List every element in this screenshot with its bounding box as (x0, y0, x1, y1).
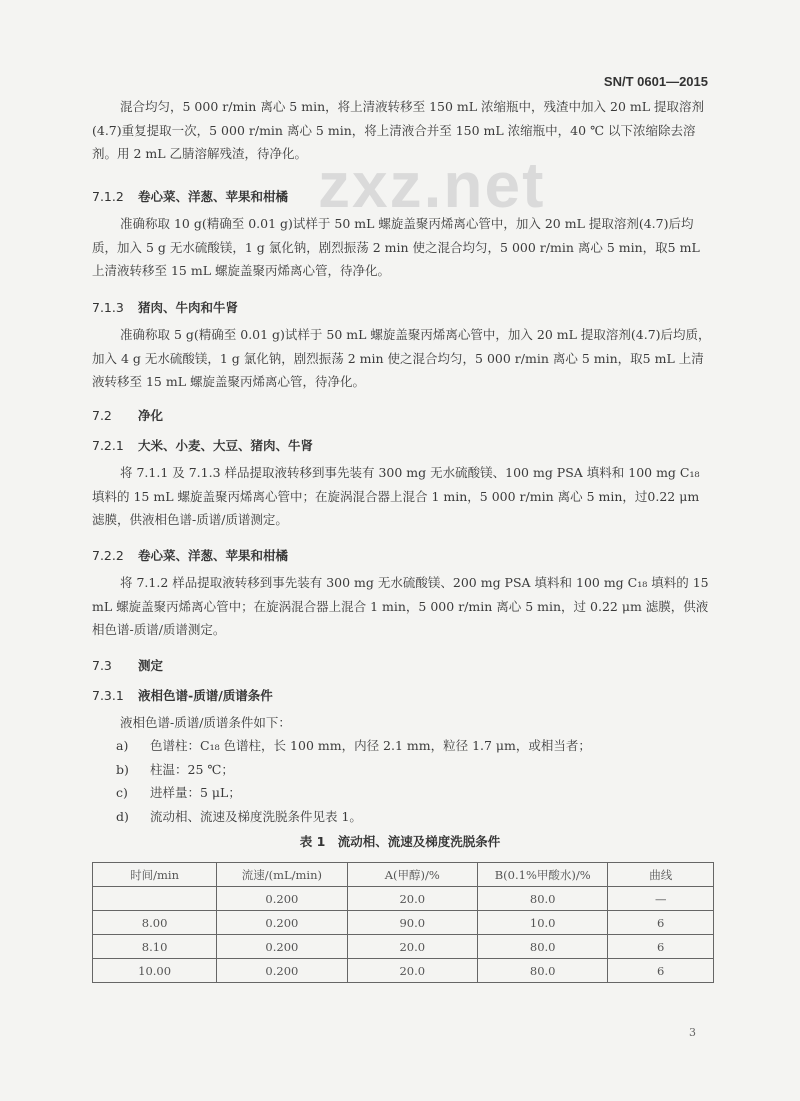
section-number: 7.1.2 (92, 189, 124, 204)
section-number: 7.3.1 (92, 688, 124, 703)
table-header-cell: 时间/min (93, 863, 217, 887)
section-number: 7.2.2 (92, 548, 124, 563)
section-title: 卷心菜、洋葱、苹果和柑橘 (138, 548, 289, 563)
table-cell: 6 (608, 911, 714, 935)
section-number: 7.3 (92, 658, 112, 673)
table-cell: 80.0 (478, 887, 608, 911)
table-cell: 90.0 (347, 911, 477, 935)
table-cell: — (608, 887, 714, 911)
section-heading-7-2 (92, 406, 163, 424)
section-heading-7-2-2 (92, 546, 288, 564)
table-header-cell: B(0.1%甲酸水)/% (478, 863, 608, 887)
list-text: 流动相、流速及梯度洗脱条件见表 1。 (150, 808, 362, 824)
section-number: 7.2.1 (92, 438, 124, 453)
table-cell: 20.0 (347, 935, 477, 959)
list-marker: c) (116, 785, 128, 800)
table-cell: 0.200 (217, 911, 347, 935)
table-cell: 6 (608, 959, 714, 983)
section-heading-7-1-2 (92, 187, 288, 205)
watermark: zxz.net (318, 149, 546, 221)
table-row (93, 887, 714, 911)
table-row (93, 935, 714, 959)
section-text-7-2-2: 将 7.1.2 样品提取液转移到事先装有 300 mg 无水硫酸镁、200 mg PSA 填料和 100 mg C₁₈ 填料的 15 mL 螺旋盖聚丙烯离心管中；在旋涡混合器上混合 1 min，5 000 r/min 离心 5 min，过 0.22 μm 滤膜，供液相色谱-质谱/质谱测定。 (92, 575, 709, 637)
list-item (116, 781, 716, 805)
section-title: 净化 (138, 408, 164, 423)
section-text-7-1-3: 准确称取 5 g(精确至 0.01 g)试样于 50 mL 螺旋盖聚丙烯离心管中，加入 20 mL 提取溶剂(4.7)后均质，加入 4 g 无水硫酸镁，1 g 氯化钠，剧烈振荡 2 min 使之混合均匀，5 000 r/min 离心 5 min，取5 mL 上清液转移至 15 mL 螺旋盖聚丙烯离心管，待净化。 (92, 327, 711, 389)
table-cell (93, 887, 217, 911)
table-cell: 8.10 (93, 935, 217, 959)
section-number: 7.1.3 (92, 300, 124, 315)
table-header-cell: 曲线 (608, 863, 714, 887)
table-cell: 10.00 (93, 959, 217, 983)
table-cell: 10.0 (478, 911, 608, 935)
conditions-lead: 液相色谱-质谱/质谱条件如下： (120, 715, 291, 730)
list-text: 柱温：25 ℃； (150, 761, 234, 777)
table-row (93, 959, 714, 983)
section-title: 猪肉、牛肉和牛肾 (138, 300, 239, 315)
table-cell: 80.0 (478, 935, 608, 959)
section-title: 测定 (138, 658, 164, 673)
list-marker: a) (116, 738, 129, 753)
gradient-table (92, 862, 714, 983)
table-cell: 20.0 (347, 959, 477, 983)
document-code: SN/T 0601—2015 (603, 74, 708, 89)
table-header-row (93, 863, 714, 887)
table-cell: 8.00 (93, 911, 217, 935)
section-title: 卷心菜、洋葱、苹果和柑橘 (138, 189, 289, 204)
section-heading-7-2-1 (92, 436, 313, 454)
table-caption: 表 1 流动相、流速及梯度洗脱条件 (299, 834, 501, 849)
table-header-cell: A(甲醇)/% (347, 863, 477, 887)
list-item (116, 805, 716, 829)
list-marker: b) (116, 761, 129, 777)
list-marker: d) (116, 808, 129, 824)
list-text: 进样量：5 μL； (150, 785, 241, 800)
section-heading-7-3 (92, 656, 163, 674)
section-text-7-2-1: 将 7.1.1 及 7.1.3 样品提取液转移到事先装有 300 mg 无水硫酸镁、100 mg PSA 填料和 100 mg C₁₈ 填料的 15 mL 螺旋盖聚丙烯离心管中；在旋涡混合器上混合 1 min，5 000 r/min 离心 5 min，过0.22 μm 滤膜，供液相色谱-质谱/质谱测定。 (92, 465, 700, 527)
table-header-cell: 流速/(mL/min) (217, 863, 347, 887)
list-item (116, 758, 716, 782)
table-cell: 20.0 (347, 887, 477, 911)
table-row (93, 911, 714, 935)
table-cell: 0.200 (217, 887, 347, 911)
page-number: 3 (689, 1026, 696, 1039)
table-cell: 6 (608, 935, 714, 959)
table-cell: 80.0 (478, 959, 608, 983)
section-heading-7-1-3 (92, 298, 238, 316)
section-number: 7.2 (92, 408, 112, 423)
section-text-7-1-2: 准确称取 10 g(精确至 0.01 g)试样于 50 mL 螺旋盖聚丙烯离心管中，加入 20 mL 提取溶剂(4.7)后均质，加入 5 g 无水硫酸镁，1 g 氯化钠，剧烈振荡 2 min 使之混合均匀，5 000 r/min 离心 5 min，取5 mL 上清液转移至 15 mL 螺旋盖聚丙烯离心管，待净化。 (92, 216, 700, 278)
list-text: 色谱柱：C₁₈ 色谱柱，长 100 mm，内径 2.1 mm，粒径 1.7 μm，或相当者； (150, 738, 591, 753)
list-item (116, 734, 716, 758)
intro-paragraph: 混合均匀，5 000 r/min 离心 5 min，将上清液转移至 150 mL 浓缩瓶中，残渣中加入 20 mL 提取溶剂(4.7)重复提取一次，5 000 r/min 离心 5 min，将上清液合并至 150 mL 浓缩瓶中，40 ℃ 以下浓缩除去溶剂。用 2 mL 乙腈溶解残渣，待净化。 (92, 99, 705, 161)
section-title: 液相色谱-质谱/质谱条件 (138, 688, 273, 703)
section-title: 大米、小麦、大豆、猪肉、牛肾 (138, 438, 314, 453)
table-cell: 0.200 (217, 959, 347, 983)
table-cell: 0.200 (217, 935, 347, 959)
section-heading-7-3-1 (92, 686, 273, 704)
conditions-list (116, 734, 716, 828)
